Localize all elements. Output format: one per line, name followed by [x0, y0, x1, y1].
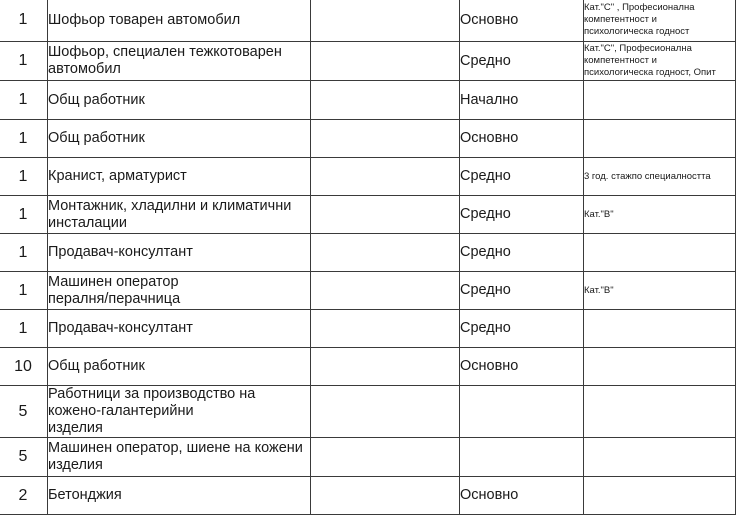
job-title-line: Общ работник: [48, 358, 145, 374]
education-level-cell: [460, 386, 584, 438]
empty-cell: [311, 0, 460, 42]
requirements-cell: [584, 310, 736, 348]
education-level-cell: Средно: [460, 196, 584, 234]
job-title-cell: [48, 158, 311, 196]
table-row: [0, 272, 736, 310]
job-title-cell: [48, 234, 311, 272]
table-row: [0, 234, 736, 272]
requirements-line: 3 год. стажпо специалността: [584, 170, 711, 182]
table-row: [0, 438, 736, 477]
education-level-cell: Начално: [460, 81, 584, 120]
requirements-cell: [584, 272, 736, 310]
job-title-cell: [48, 42, 311, 81]
job-title-cell: [48, 310, 311, 348]
requirements-cell: [584, 234, 736, 272]
job-title-line: Кранист, арматурист: [48, 168, 187, 184]
job-title-line: Шофьор товарен автомобил: [48, 11, 241, 28]
table-row: [0, 310, 736, 348]
job-title-line: Шофьор, специален тежкотоварен: [48, 44, 282, 60]
table-row: [0, 120, 736, 158]
table-row: [0, 386, 736, 438]
positions-count-cell: 10: [0, 348, 48, 386]
requirements-cell: [584, 196, 736, 234]
job-title-line: кожено-галантерийни: [48, 403, 194, 419]
requirements-cell: [584, 477, 736, 515]
job-title-cell: [48, 196, 311, 234]
positions-count-cell: 1: [0, 0, 48, 42]
requirements-cell: [584, 158, 736, 196]
education-level-cell: Основно: [460, 477, 584, 515]
empty-cell: [311, 158, 460, 196]
job-title-cell: [48, 348, 311, 386]
requirements-cell: [584, 81, 736, 120]
education-level-cell: Средно: [460, 272, 584, 310]
table-row: [0, 158, 736, 196]
positions-count-cell: 1: [0, 158, 48, 196]
positions-count-cell: 1: [0, 81, 48, 120]
job-title-line: Общ работник: [48, 91, 145, 108]
job-title-line: Машинен оператор, шиене на кожени: [48, 440, 303, 456]
positions-count-cell: 2: [0, 477, 48, 515]
job-title-line: Работници за производство на: [48, 386, 256, 402]
positions-count-cell: 5: [0, 386, 48, 438]
empty-cell: [311, 438, 460, 477]
empty-cell: [311, 234, 460, 272]
empty-cell: [311, 386, 460, 438]
table-row: [0, 0, 736, 42]
education-level-cell: [460, 438, 584, 477]
requirements-cell: [584, 386, 736, 438]
job-title-cell: [48, 386, 311, 438]
job-title-line: изделия: [48, 420, 103, 436]
empty-cell: [311, 42, 460, 81]
empty-cell: [311, 272, 460, 310]
education-level-cell: Основно: [460, 348, 584, 386]
education-level-cell: Основно: [460, 120, 584, 158]
requirements-line: Кат."В": [584, 208, 614, 220]
requirements-line: психологическа годност: [584, 26, 690, 37]
job-title-cell: [48, 81, 311, 120]
education-level-cell: Средно: [460, 42, 584, 81]
job-title-line: Монтажник, хладилни и климатични: [48, 197, 292, 214]
empty-cell: [311, 310, 460, 348]
education-level-cell: Средно: [460, 234, 584, 272]
requirements-line: компетентност и: [584, 55, 657, 66]
positions-count-cell: 1: [0, 234, 48, 272]
requirements-cell: [584, 438, 736, 477]
empty-cell: [311, 81, 460, 120]
empty-cell: [311, 196, 460, 234]
education-level-cell: Средно: [460, 158, 584, 196]
requirements-line: Кат."В": [584, 284, 614, 296]
job-title-line: Общ работник: [48, 130, 145, 146]
table-row: [0, 348, 736, 386]
requirements-cell: [584, 348, 736, 386]
job-title-cell: [48, 272, 311, 310]
positions-count-cell: 1: [0, 42, 48, 81]
positions-count-cell: 1: [0, 196, 48, 234]
empty-cell: [311, 120, 460, 158]
positions-count-cell: 1: [0, 310, 48, 348]
job-title-line: изделия: [48, 457, 103, 473]
job-title-cell: [48, 477, 311, 515]
job-title-line: инсталации: [48, 214, 127, 231]
requirements-cell: [584, 120, 736, 158]
empty-cell: [311, 477, 460, 515]
job-title-cell: [48, 120, 311, 158]
table-row: [0, 477, 736, 515]
requirements-line: Кат."С" , Професионална: [584, 2, 695, 13]
job-title-cell: [48, 0, 311, 42]
table-row: [0, 196, 736, 234]
job-title-line: Продавач-консултант: [48, 320, 193, 336]
requirements-line: психологическа годност, Опит: [584, 67, 716, 78]
job-title-line: автомобил: [48, 61, 121, 77]
education-level-cell: Основно: [460, 0, 584, 42]
table-row: [0, 42, 736, 81]
empty-cell: [311, 348, 460, 386]
job-title-line: Машинен оператор: [48, 273, 179, 290]
job-title-cell: [48, 438, 311, 477]
positions-count-cell: 1: [0, 120, 48, 158]
job-title-line: Продавач-консултант: [48, 244, 193, 260]
positions-count-cell: 1: [0, 272, 48, 310]
job-title-line: Бетонджия: [48, 487, 122, 503]
requirements-cell: [584, 42, 736, 81]
positions-count-cell: 5: [0, 438, 48, 477]
table-row: [0, 81, 736, 120]
requirements-line: компетентност и: [584, 14, 657, 25]
requirements-line: Кат."С", Професионална: [584, 43, 692, 54]
education-level-cell: Средно: [460, 310, 584, 348]
requirements-cell: [584, 0, 736, 42]
job-title-line: пералня/перачница: [48, 290, 181, 307]
